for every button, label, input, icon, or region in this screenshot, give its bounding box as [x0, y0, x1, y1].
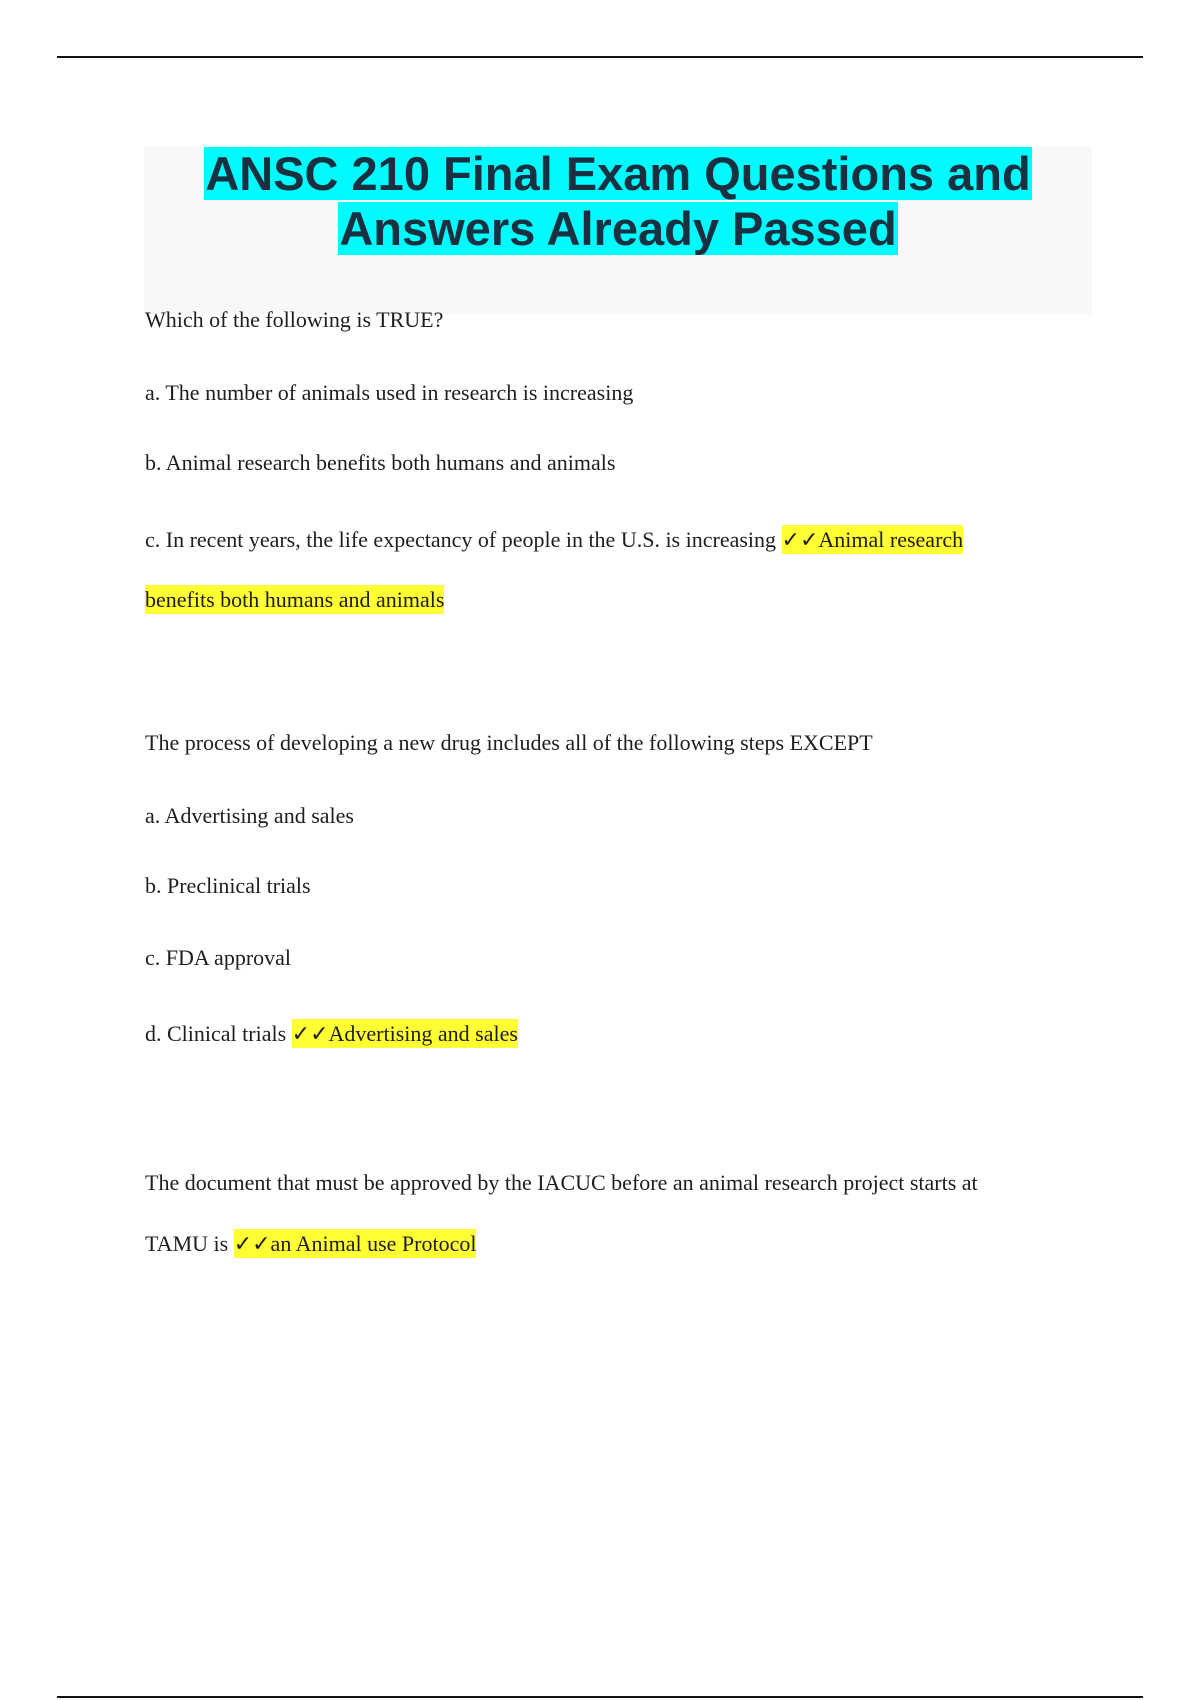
- question-2-option-d: d. Clinical trials: [145, 1021, 287, 1046]
- question-1-option-b: b. Animal research benefits both humans and animals: [145, 450, 616, 475]
- question-1-option-c: c. In recent years, the life expectancy of people in the U.S. is increasing: [145, 527, 777, 552]
- question-2-option-b: b. Preclinical trials: [145, 873, 311, 898]
- title-line-1: ANSC 210 Final Exam Questions and: [205, 147, 1031, 200]
- question-2-answer: ✓✓Advertising and sales: [291, 1021, 518, 1046]
- question-1-option-c-line: [145, 525, 963, 555]
- question-1-answer-part-1: ✓✓Animal research: [781, 527, 964, 552]
- header-rule: [57, 56, 1143, 58]
- question-1-answer-line-2: [145, 585, 444, 615]
- question-1-answer-part-2: benefits both humans and animals: [145, 587, 445, 612]
- question-2-option-d-line: [145, 1019, 518, 1049]
- question-3-text-line-2: [145, 1229, 476, 1259]
- question-3-text-line-2-label: TAMU is: [145, 1231, 229, 1256]
- title-block: [144, 146, 1092, 314]
- document-title: [204, 146, 1031, 256]
- question-2-option-a: a. Advertising and sales: [145, 803, 354, 828]
- question-3-answer: ✓✓an Animal use Protocol: [233, 1231, 477, 1256]
- question-1-text: Which of the following is TRUE?: [145, 307, 444, 332]
- question-1-option-a: a. The number of animals used in research is increasing: [145, 380, 634, 405]
- question-2-option-c: c. FDA approval: [145, 945, 292, 970]
- footer-rule: [57, 1696, 1143, 1698]
- title-line-2: Answers Already Passed: [339, 202, 897, 255]
- question-2-text: The process of developing a new drug includes all of the following steps EXCEPT: [145, 730, 873, 755]
- question-3-text-line-1: The document that must be approved by the IACUC before an animal research project starts at: [145, 1170, 978, 1195]
